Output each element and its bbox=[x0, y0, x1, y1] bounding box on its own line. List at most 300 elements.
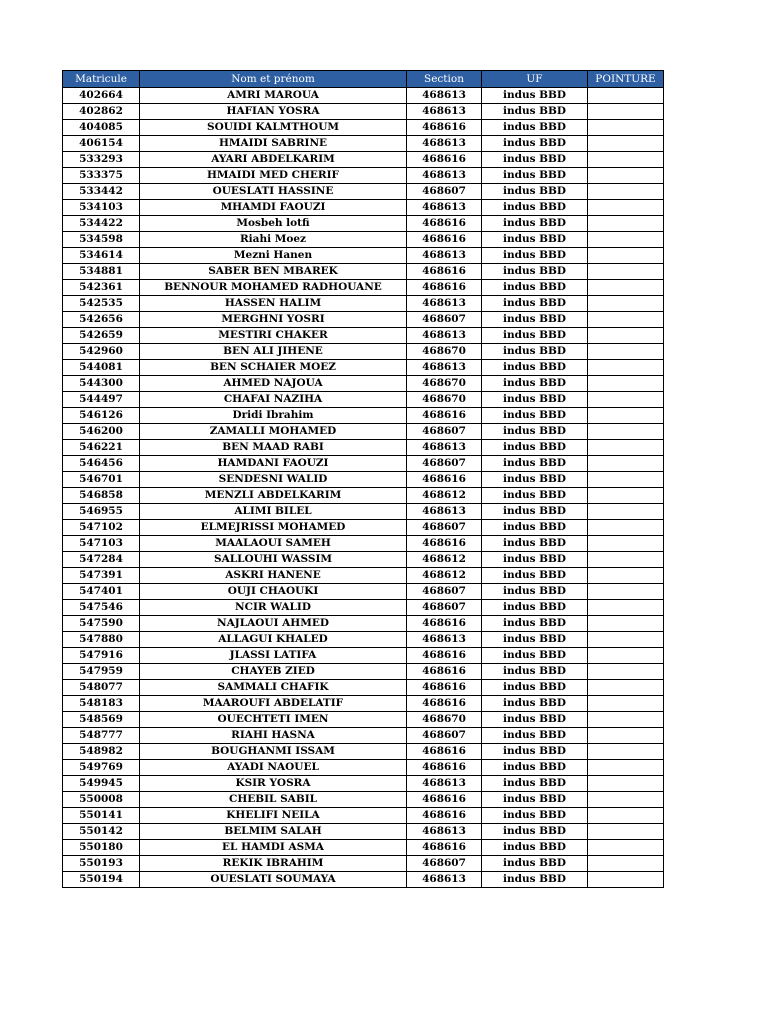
cell-nom-prenom: KSIR YOSRA bbox=[140, 776, 407, 792]
cell-section: 468616 bbox=[407, 808, 482, 824]
cell-matricule: 547880 bbox=[63, 632, 140, 648]
cell-section: 468613 bbox=[407, 168, 482, 184]
cell-matricule: 548077 bbox=[63, 680, 140, 696]
cell-matricule: 534881 bbox=[63, 264, 140, 280]
cell-uf: indus BBD bbox=[482, 552, 588, 568]
table-row bbox=[63, 248, 664, 264]
cell-pointure bbox=[588, 440, 664, 456]
cell-pointure bbox=[588, 808, 664, 824]
cell-matricule: 546456 bbox=[63, 456, 140, 472]
cell-section: 468607 bbox=[407, 856, 482, 872]
table-row bbox=[63, 632, 664, 648]
cell-section: 468613 bbox=[407, 872, 482, 888]
cell-nom-prenom: MENZLI ABDELKARIM bbox=[140, 488, 407, 504]
cell-matricule: 404085 bbox=[63, 120, 140, 136]
roster-table bbox=[62, 70, 664, 888]
table-row bbox=[63, 344, 664, 360]
cell-matricule: 547959 bbox=[63, 664, 140, 680]
cell-section: 468616 bbox=[407, 680, 482, 696]
cell-pointure bbox=[588, 872, 664, 888]
cell-pointure bbox=[588, 456, 664, 472]
cell-nom-prenom: AHMED NAJOUA bbox=[140, 376, 407, 392]
cell-section: 468616 bbox=[407, 120, 482, 136]
cell-section: 468607 bbox=[407, 424, 482, 440]
cell-uf: indus BBD bbox=[482, 760, 588, 776]
cell-matricule: 546701 bbox=[63, 472, 140, 488]
header-matricule: Matricule bbox=[63, 71, 140, 88]
cell-section: 468607 bbox=[407, 184, 482, 200]
cell-nom-prenom: MAALAOUI SAMEH bbox=[140, 536, 407, 552]
cell-matricule: 547102 bbox=[63, 520, 140, 536]
cell-uf: indus BBD bbox=[482, 728, 588, 744]
cell-pointure bbox=[588, 424, 664, 440]
cell-section: 468607 bbox=[407, 728, 482, 744]
cell-section: 468613 bbox=[407, 136, 482, 152]
table-row bbox=[63, 584, 664, 600]
cell-uf: indus BBD bbox=[482, 424, 588, 440]
cell-uf: indus BBD bbox=[482, 280, 588, 296]
cell-uf: indus BBD bbox=[482, 600, 588, 616]
cell-uf: indus BBD bbox=[482, 856, 588, 872]
cell-uf: indus BBD bbox=[482, 520, 588, 536]
cell-pointure bbox=[588, 680, 664, 696]
cell-section: 468616 bbox=[407, 616, 482, 632]
cell-matricule: 548569 bbox=[63, 712, 140, 728]
table-row bbox=[63, 88, 664, 104]
cell-section: 468613 bbox=[407, 104, 482, 120]
cell-section: 468616 bbox=[407, 840, 482, 856]
header-uf: UF bbox=[482, 71, 588, 88]
cell-uf: indus BBD bbox=[482, 712, 588, 728]
cell-matricule: 548777 bbox=[63, 728, 140, 744]
cell-uf: indus BBD bbox=[482, 648, 588, 664]
cell-matricule: 550142 bbox=[63, 824, 140, 840]
cell-nom-prenom: BEN ALI JIHENE bbox=[140, 344, 407, 360]
cell-uf: indus BBD bbox=[482, 328, 588, 344]
cell-matricule: 544081 bbox=[63, 360, 140, 376]
cell-section: 468607 bbox=[407, 312, 482, 328]
cell-nom-prenom: NCIR WALID bbox=[140, 600, 407, 616]
cell-nom-prenom: SENDESNI WALID bbox=[140, 472, 407, 488]
cell-nom-prenom: BOUGHANMI ISSAM bbox=[140, 744, 407, 760]
table-row bbox=[63, 456, 664, 472]
cell-nom-prenom: NAJLAOUI AHMED bbox=[140, 616, 407, 632]
table-row bbox=[63, 392, 664, 408]
cell-uf: indus BBD bbox=[482, 264, 588, 280]
cell-pointure bbox=[588, 856, 664, 872]
table-row bbox=[63, 472, 664, 488]
cell-pointure bbox=[588, 520, 664, 536]
table-row bbox=[63, 376, 664, 392]
cell-nom-prenom: MERGHNI YOSRI bbox=[140, 312, 407, 328]
cell-nom-prenom: Mosbeh lotfi bbox=[140, 216, 407, 232]
table-row bbox=[63, 680, 664, 696]
cell-uf: indus BBD bbox=[482, 680, 588, 696]
cell-uf: indus BBD bbox=[482, 872, 588, 888]
table-row bbox=[63, 360, 664, 376]
cell-matricule: 542656 bbox=[63, 312, 140, 328]
cell-uf: indus BBD bbox=[482, 584, 588, 600]
cell-section: 468613 bbox=[407, 200, 482, 216]
cell-pointure bbox=[588, 712, 664, 728]
cell-pointure bbox=[588, 312, 664, 328]
cell-matricule: 534598 bbox=[63, 232, 140, 248]
cell-section: 468616 bbox=[407, 280, 482, 296]
cell-matricule: 542659 bbox=[63, 328, 140, 344]
cell-nom-prenom: OUESLATI SOUMAYA bbox=[140, 872, 407, 888]
cell-matricule: 547284 bbox=[63, 552, 140, 568]
cell-pointure bbox=[588, 600, 664, 616]
cell-uf: indus BBD bbox=[482, 696, 588, 712]
cell-nom-prenom: ASKRI HANENE bbox=[140, 568, 407, 584]
cell-uf: indus BBD bbox=[482, 776, 588, 792]
cell-uf: indus BBD bbox=[482, 312, 588, 328]
cell-section: 468616 bbox=[407, 232, 482, 248]
table-row bbox=[63, 200, 664, 216]
cell-uf: indus BBD bbox=[482, 472, 588, 488]
cell-pointure bbox=[588, 280, 664, 296]
table-row bbox=[63, 216, 664, 232]
cell-uf: indus BBD bbox=[482, 136, 588, 152]
cell-section: 468612 bbox=[407, 488, 482, 504]
cell-pointure bbox=[588, 136, 664, 152]
table-row bbox=[63, 520, 664, 536]
cell-uf: indus BBD bbox=[482, 808, 588, 824]
cell-section: 468616 bbox=[407, 536, 482, 552]
cell-uf: indus BBD bbox=[482, 104, 588, 120]
cell-uf: indus BBD bbox=[482, 840, 588, 856]
cell-section: 468616 bbox=[407, 408, 482, 424]
cell-uf: indus BBD bbox=[482, 456, 588, 472]
cell-nom-prenom: SOUIDI KALMTHOUM bbox=[140, 120, 407, 136]
table-row bbox=[63, 152, 664, 168]
table-row bbox=[63, 408, 664, 424]
cell-pointure bbox=[588, 776, 664, 792]
cell-matricule: 547103 bbox=[63, 536, 140, 552]
cell-nom-prenom: ALIMI BILEL bbox=[140, 504, 407, 520]
cell-section: 468670 bbox=[407, 376, 482, 392]
cell-section: 468613 bbox=[407, 824, 482, 840]
cell-section: 468612 bbox=[407, 568, 482, 584]
table-row bbox=[63, 600, 664, 616]
cell-uf: indus BBD bbox=[482, 120, 588, 136]
cell-nom-prenom: REKIK IBRAHIM bbox=[140, 856, 407, 872]
cell-nom-prenom: SALLOUHI WASSIM bbox=[140, 552, 407, 568]
cell-matricule: 547546 bbox=[63, 600, 140, 616]
table-row bbox=[63, 856, 664, 872]
cell-matricule: 547391 bbox=[63, 568, 140, 584]
cell-nom-prenom: BENNOUR MOHAMED RADHOUANE bbox=[140, 280, 407, 296]
cell-section: 468616 bbox=[407, 216, 482, 232]
cell-uf: indus BBD bbox=[482, 744, 588, 760]
cell-uf: indus BBD bbox=[482, 664, 588, 680]
cell-pointure bbox=[588, 408, 664, 424]
cell-pointure bbox=[588, 296, 664, 312]
table-row bbox=[63, 168, 664, 184]
table-row bbox=[63, 648, 664, 664]
cell-section: 468613 bbox=[407, 296, 482, 312]
cell-section: 468616 bbox=[407, 648, 482, 664]
cell-matricule: 549945 bbox=[63, 776, 140, 792]
cell-nom-prenom: OUECHTETI IMEN bbox=[140, 712, 407, 728]
cell-nom-prenom: BELMIM SALAH bbox=[140, 824, 407, 840]
cell-uf: indus BBD bbox=[482, 376, 588, 392]
cell-uf: indus BBD bbox=[482, 88, 588, 104]
cell-nom-prenom: HAFIAN YOSRA bbox=[140, 104, 407, 120]
cell-section: 468607 bbox=[407, 600, 482, 616]
header-section: Section bbox=[407, 71, 482, 88]
cell-matricule: 549769 bbox=[63, 760, 140, 776]
cell-matricule: 550008 bbox=[63, 792, 140, 808]
table-row bbox=[63, 840, 664, 856]
table-row bbox=[63, 696, 664, 712]
table-row bbox=[63, 664, 664, 680]
cell-matricule: 542535 bbox=[63, 296, 140, 312]
cell-pointure bbox=[588, 360, 664, 376]
cell-pointure bbox=[588, 648, 664, 664]
cell-pointure bbox=[588, 696, 664, 712]
table-row bbox=[63, 824, 664, 840]
cell-pointure bbox=[588, 760, 664, 776]
cell-section: 468613 bbox=[407, 360, 482, 376]
cell-uf: indus BBD bbox=[482, 792, 588, 808]
cell-pointure bbox=[588, 184, 664, 200]
cell-matricule: 550141 bbox=[63, 808, 140, 824]
cell-matricule: 550180 bbox=[63, 840, 140, 856]
table-row bbox=[63, 552, 664, 568]
cell-nom-prenom: MESTIRI CHAKER bbox=[140, 328, 407, 344]
cell-section: 468613 bbox=[407, 776, 482, 792]
cell-pointure bbox=[588, 632, 664, 648]
cell-matricule: 542960 bbox=[63, 344, 140, 360]
table-row bbox=[63, 440, 664, 456]
table-row bbox=[63, 232, 664, 248]
cell-pointure bbox=[588, 120, 664, 136]
cell-uf: indus BBD bbox=[482, 504, 588, 520]
cell-matricule: 533375 bbox=[63, 168, 140, 184]
cell-uf: indus BBD bbox=[482, 216, 588, 232]
cell-section: 468616 bbox=[407, 152, 482, 168]
cell-matricule: 548183 bbox=[63, 696, 140, 712]
cell-pointure bbox=[588, 744, 664, 760]
cell-matricule: 402862 bbox=[63, 104, 140, 120]
cell-matricule: 546858 bbox=[63, 488, 140, 504]
table-row bbox=[63, 776, 664, 792]
cell-nom-prenom: BEN MAAD RABI bbox=[140, 440, 407, 456]
cell-nom-prenom: MAAROUFI ABDELATIF bbox=[140, 696, 407, 712]
cell-nom-prenom: Mezni Hanen bbox=[140, 248, 407, 264]
cell-matricule: 534103 bbox=[63, 200, 140, 216]
table-row bbox=[63, 488, 664, 504]
cell-matricule: 546955 bbox=[63, 504, 140, 520]
cell-section: 468607 bbox=[407, 584, 482, 600]
cell-matricule: 544497 bbox=[63, 392, 140, 408]
cell-matricule: 533442 bbox=[63, 184, 140, 200]
cell-pointure bbox=[588, 152, 664, 168]
table-row bbox=[63, 328, 664, 344]
cell-pointure bbox=[588, 392, 664, 408]
cell-uf: indus BBD bbox=[482, 232, 588, 248]
cell-pointure bbox=[588, 88, 664, 104]
cell-uf: indus BBD bbox=[482, 344, 588, 360]
table-row bbox=[63, 712, 664, 728]
cell-pointure bbox=[588, 232, 664, 248]
cell-nom-prenom: AYARI ABDELKARIM bbox=[140, 152, 407, 168]
cell-pointure bbox=[588, 584, 664, 600]
cell-pointure bbox=[588, 840, 664, 856]
cell-pointure bbox=[588, 488, 664, 504]
cell-nom-prenom: Riahi Moez bbox=[140, 232, 407, 248]
table-row bbox=[63, 728, 664, 744]
cell-section: 468613 bbox=[407, 88, 482, 104]
table-row bbox=[63, 792, 664, 808]
table-row bbox=[63, 184, 664, 200]
cell-uf: indus BBD bbox=[482, 184, 588, 200]
cell-pointure bbox=[588, 824, 664, 840]
cell-matricule: 546221 bbox=[63, 440, 140, 456]
cell-nom-prenom: SABER BEN MBAREK bbox=[140, 264, 407, 280]
cell-section: 468613 bbox=[407, 632, 482, 648]
table-row bbox=[63, 744, 664, 760]
cell-section: 468670 bbox=[407, 712, 482, 728]
table-row bbox=[63, 616, 664, 632]
cell-nom-prenom: EL HAMDI ASMA bbox=[140, 840, 407, 856]
cell-pointure bbox=[588, 616, 664, 632]
cell-matricule: 546126 bbox=[63, 408, 140, 424]
cell-section: 468670 bbox=[407, 392, 482, 408]
cell-pointure bbox=[588, 472, 664, 488]
cell-nom-prenom: ZAMALLI MOHAMED bbox=[140, 424, 407, 440]
cell-nom-prenom: ALLAGUI KHALED bbox=[140, 632, 407, 648]
header-pointure: POINTURE bbox=[588, 71, 664, 88]
cell-section: 468616 bbox=[407, 664, 482, 680]
cell-matricule: 548982 bbox=[63, 744, 140, 760]
cell-nom-prenom: HAMDANI FAOUZI bbox=[140, 456, 407, 472]
table-row bbox=[63, 136, 664, 152]
cell-matricule: 406154 bbox=[63, 136, 140, 152]
cell-uf: indus BBD bbox=[482, 200, 588, 216]
cell-nom-prenom: Dridi Ibrahim bbox=[140, 408, 407, 424]
cell-section: 468613 bbox=[407, 248, 482, 264]
cell-pointure bbox=[588, 536, 664, 552]
cell-nom-prenom: HMAIDI SABRINE bbox=[140, 136, 407, 152]
table-row bbox=[63, 312, 664, 328]
table-row bbox=[63, 104, 664, 120]
cell-nom-prenom: SAMMALI CHAFIK bbox=[140, 680, 407, 696]
cell-nom-prenom: CHAYEB ZIED bbox=[140, 664, 407, 680]
cell-pointure bbox=[588, 568, 664, 584]
cell-nom-prenom: RIAHI HASNA bbox=[140, 728, 407, 744]
cell-nom-prenom: OUJI CHAOUKI bbox=[140, 584, 407, 600]
cell-section: 468616 bbox=[407, 760, 482, 776]
cell-section: 468613 bbox=[407, 504, 482, 520]
cell-nom-prenom: ELMEJRISSI MOHAMED bbox=[140, 520, 407, 536]
cell-pointure bbox=[588, 344, 664, 360]
cell-nom-prenom: BEN SCHAIER MOEZ bbox=[140, 360, 407, 376]
cell-matricule: 402664 bbox=[63, 88, 140, 104]
table-row bbox=[63, 568, 664, 584]
cell-matricule: 547590 bbox=[63, 616, 140, 632]
cell-uf: indus BBD bbox=[482, 568, 588, 584]
cell-pointure bbox=[588, 328, 664, 344]
cell-pointure bbox=[588, 552, 664, 568]
cell-pointure bbox=[588, 168, 664, 184]
cell-uf: indus BBD bbox=[482, 536, 588, 552]
cell-uf: indus BBD bbox=[482, 360, 588, 376]
table-row bbox=[63, 536, 664, 552]
table-body bbox=[63, 88, 664, 888]
cell-uf: indus BBD bbox=[482, 488, 588, 504]
cell-nom-prenom: HASSEN HALIM bbox=[140, 296, 407, 312]
cell-uf: indus BBD bbox=[482, 392, 588, 408]
cell-matricule: 544300 bbox=[63, 376, 140, 392]
cell-uf: indus BBD bbox=[482, 248, 588, 264]
cell-pointure bbox=[588, 504, 664, 520]
table-row bbox=[63, 808, 664, 824]
cell-pointure bbox=[588, 664, 664, 680]
cell-matricule: 533293 bbox=[63, 152, 140, 168]
cell-uf: indus BBD bbox=[482, 632, 588, 648]
cell-matricule: 547401 bbox=[63, 584, 140, 600]
cell-section: 468613 bbox=[407, 440, 482, 456]
cell-matricule: 542361 bbox=[63, 280, 140, 296]
cell-section: 468670 bbox=[407, 344, 482, 360]
cell-uf: indus BBD bbox=[482, 152, 588, 168]
cell-section: 468616 bbox=[407, 472, 482, 488]
cell-nom-prenom: CHEBIL SABIL bbox=[140, 792, 407, 808]
cell-nom-prenom: JLASSI LATIFA bbox=[140, 648, 407, 664]
cell-matricule: 550194 bbox=[63, 872, 140, 888]
cell-nom-prenom: KHELIFI NEILA bbox=[140, 808, 407, 824]
cell-section: 468613 bbox=[407, 328, 482, 344]
cell-section: 468616 bbox=[407, 696, 482, 712]
table-row bbox=[63, 280, 664, 296]
cell-pointure bbox=[588, 200, 664, 216]
cell-uf: indus BBD bbox=[482, 168, 588, 184]
cell-pointure bbox=[588, 264, 664, 280]
cell-nom-prenom: AMRI MAROUA bbox=[140, 88, 407, 104]
table-row bbox=[63, 264, 664, 280]
table-row bbox=[63, 120, 664, 136]
cell-section: 468616 bbox=[407, 744, 482, 760]
cell-pointure bbox=[588, 728, 664, 744]
cell-pointure bbox=[588, 216, 664, 232]
cell-section: 468607 bbox=[407, 520, 482, 536]
table-row bbox=[63, 296, 664, 312]
table-row bbox=[63, 504, 664, 520]
cell-section: 468616 bbox=[407, 264, 482, 280]
cell-pointure bbox=[588, 376, 664, 392]
header-row bbox=[63, 71, 664, 88]
cell-section: 468612 bbox=[407, 552, 482, 568]
cell-matricule: 550193 bbox=[63, 856, 140, 872]
header-nom-prenom: Nom et prénom bbox=[140, 71, 407, 88]
cell-pointure bbox=[588, 248, 664, 264]
cell-uf: indus BBD bbox=[482, 824, 588, 840]
cell-matricule: 546200 bbox=[63, 424, 140, 440]
cell-uf: indus BBD bbox=[482, 616, 588, 632]
cell-uf: indus BBD bbox=[482, 440, 588, 456]
cell-nom-prenom: OUESLATI HASSINE bbox=[140, 184, 407, 200]
table-row bbox=[63, 872, 664, 888]
cell-matricule: 534614 bbox=[63, 248, 140, 264]
cell-matricule: 534422 bbox=[63, 216, 140, 232]
cell-nom-prenom: HMAIDI MED CHERIF bbox=[140, 168, 407, 184]
cell-section: 468607 bbox=[407, 456, 482, 472]
cell-matricule: 547916 bbox=[63, 648, 140, 664]
cell-uf: indus BBD bbox=[482, 296, 588, 312]
cell-nom-prenom: MHAMDI FAOUZI bbox=[140, 200, 407, 216]
